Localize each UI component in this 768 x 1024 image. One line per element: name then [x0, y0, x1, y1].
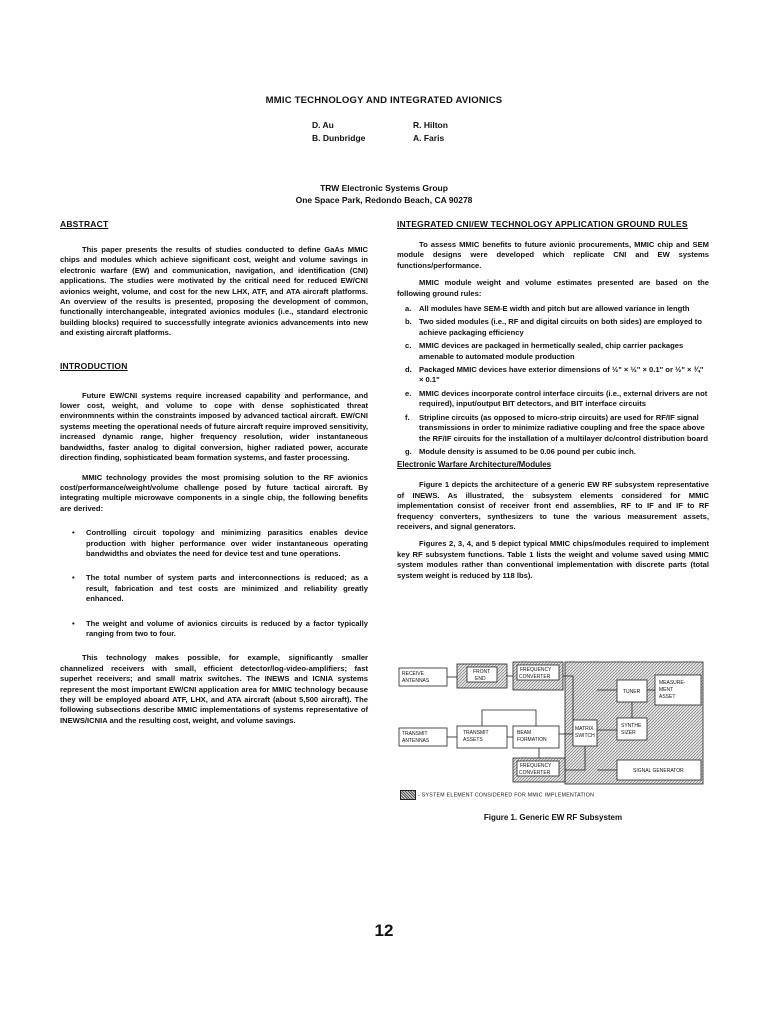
affiliation-address: One Space Park, Redondo Beach, CA 90278 [295, 195, 473, 205]
page-number: 12 [374, 921, 394, 940]
list-item: f. Stripline circuits (as opposed to micro-strip circuits) are used for RF/IF signal transmissions in order to minimize radiative coupling and free the space above the RF/IF circuits for the installation of a multilayer dc/control distribution board [405, 412, 709, 443]
block-label: SIGNAL GENERATOR [633, 768, 684, 774]
list-item: • The total number of system parts and interconnections is reduced; as a result, fabrication and test costs are minimized and reliability greatly enhanced. [72, 573, 368, 604]
authors-right [413, 119, 448, 145]
abstract-heading: ABSTRACT [60, 219, 109, 229]
author-name: R. Hilton [413, 120, 448, 130]
affiliation [0, 182, 768, 206]
introduction-heading: INTRODUCTION [60, 360, 128, 371]
intro-paragraph-3: This technology makes possible, for example, significantly smaller channelized receivers with small, efficient detector/log-video-amplifiers; fast superhet receivers; and small matrix switches. The INEWS and ICNIA systems represent the most important EW/CNI application area for MMIC technology because they will be employed aboard ATF, LHX, and ATA aircraft (about 5,500 aircraft). The following subsections describe MMIC implementations of systems representative of INEWS/ICNIA and the resulting cost, weight, and volume savings. [60, 653, 368, 725]
author-name: D. Au [312, 120, 334, 130]
legend-text: - SYSTEM ELEMENT CONSIDERED FOR MMIC IMPLEMENTATION [418, 792, 595, 799]
block-label: CONVERTER [519, 674, 551, 680]
list-item: d. Packaged MMIC devices have exterior dimensions of ½" × ½" × 0.1" or ½" × ¾" × 0.1" [405, 365, 704, 385]
ground-rules-list [397, 304, 709, 457]
block-label: SYNTHE [621, 723, 642, 729]
paper-title: MMIC TECHNOLOGY AND INTEGRATED AVIONICS [265, 95, 503, 106]
ground-rules-paragraph-2: MMIC module weight and volume estimates presented are based on the following ground rules: [397, 278, 709, 298]
figure-legend [400, 790, 594, 800]
bullet-icon: • [72, 573, 75, 583]
ew-paragraph-1: Figure 1 depicts the architecture of a generic EW RF subsystem representative of INEWS. As illustrated, the subsystem elements considered for MMIC implementation consist of receiver front end assemblies, RF to IF and IF to RF frequency converters, synthesizers to tune the various measurement assets, receivers, and signal generators. [397, 480, 709, 531]
hatch-swatch-icon [400, 790, 416, 800]
ew-paragraph-2: Figures 2, 3, 4, and 5 depict typical MMIC chips/modules required to implement key RF subsystem functions. Table 1 lists the weight and volume saved using MMIC system modules rather than conventional implementation with discrete parts (total system weight is reduced by 118 lbs). [397, 539, 709, 580]
block-label: END [475, 676, 486, 682]
block-label: CONVERTER [519, 770, 551, 776]
block-label: FRONT [473, 669, 491, 675]
authors-left [312, 119, 365, 145]
abstract-text: This paper presents the results of studies conducted to define GaAs MMIC chips and modules which achieve significant cost, weight and volume savings in electronic warfare (EW) and communication, navigation, and identification (CNI) applications. The studies were motivated by the critical need for reduced EW/CNI avionics weight, volume, and cost for the new LHX, ATF, and ATA aircraft platforms. An overview of the results is presented, proposing the development of common, functionally interchangeable, integrated avionics modules (i.e., standard electronic building blocks) required to successfully integrate avionics advancements into new and existing aircraft platforms. [60, 245, 368, 338]
block-label: TUNER [623, 689, 641, 695]
synthesizer-block [617, 718, 647, 740]
block-label: ANTENNAS [402, 738, 430, 744]
left-column [60, 219, 368, 726]
block-label: ASSET [659, 694, 676, 700]
block-label: FORMATION [517, 737, 547, 743]
list-item: g. Module density is assumed to be 0.06 pound per cubic inch. [405, 446, 636, 456]
block-label: SWITCH [575, 733, 595, 739]
ew-architecture-heading: Electronic Warfare Architecture/Modules [397, 460, 552, 470]
block-label: TRANSMIT [402, 731, 428, 737]
block-label: TRANSMIT [463, 730, 489, 736]
block-label: ASSETS [463, 737, 483, 743]
ground-rules-paragraph-1: To assess MMIC benefits to future avionic procurements, MMIC chip and SEM module designs were developed which replicate CNI and EW systems functions/performance. [397, 240, 709, 270]
ew-subsystem-diagram [393, 660, 713, 810]
list-item: a. All modules have SEM-E width and pitch but are allowed variance in length [405, 304, 690, 314]
block-label: FREQUENCY [520, 667, 552, 673]
block-label: MATRIX [575, 726, 594, 732]
intro-paragraph-1: Future EW/CNI systems require increased capability and performance, and lower cost, weight, and volume to cope with dense sophisticated threat environmnents within the constraints imposed by advanced tactical aircraft. EW/CNI systems meeting the operational needs of future aircraft require improved sensitivity, increased dynamic range, higher frequency resolution, wider instantaneous bandwidths, faster analog to digital conversion, higher radiated power, accurate direction finding, sophisticated beam formation systems, and faster processing. [60, 390, 368, 463]
list-item: c. MMIC devices are packaged in hermetically sealed, chip carrier packages amenable to automated module production [405, 341, 684, 361]
block-label: MENT [659, 687, 674, 693]
bullet-icon: • [72, 528, 75, 538]
block-label: SIZER [621, 730, 636, 736]
benefits-list [60, 528, 368, 639]
right-column [397, 219, 709, 581]
list-item: b. Two sided modules (i.e., RF and digital circuits on both sides) are employed to achieve packaging efficiency [405, 317, 702, 337]
affiliation-org: TRW Electronic Systems Group [320, 183, 448, 193]
author-name: A. Faris [413, 133, 445, 143]
bullet-icon: • [72, 618, 75, 628]
intro-paragraph-2: MMIC technology provides the most promising solution to the RF avionics cost/performance/weight/volume challenge posed by future tactical aircraft. By integrating multiple microwave components in a single chip, the following benefits are derived: [60, 472, 368, 513]
ground-rules-heading: INTEGRATED CNI/EW TECHNOLOGY APPLICATION GROUND RULES [397, 219, 688, 229]
figure-caption: Figure 1. Generic EW RF Subsystem [483, 813, 623, 822]
list-item: e. MMIC devices incorporate control interface circuits (i.e., external drivers are not required), input/output BIT detectors, and BIT interface circuits [405, 388, 708, 409]
block-label: ANTENNAS [402, 678, 430, 684]
author-name: B. Dunbridge [312, 133, 366, 143]
block-label: FREQUENCY [520, 763, 552, 769]
list-item: • The weight and volume of avionics circuits is reduced by a factor typically ranging from two to four. [72, 618, 368, 638]
list-item: • Controlling circuit topology and minimizing parasitics enables device production with higher performance over wider instantaneous operating bandwidths and obviates the need for device test and tune operations. [72, 528, 368, 558]
block-label: MEASURE- [659, 680, 686, 686]
block-label: RECEIVE [402, 671, 424, 677]
block-label: BEAM [517, 730, 532, 736]
connector-line [482, 710, 536, 726]
